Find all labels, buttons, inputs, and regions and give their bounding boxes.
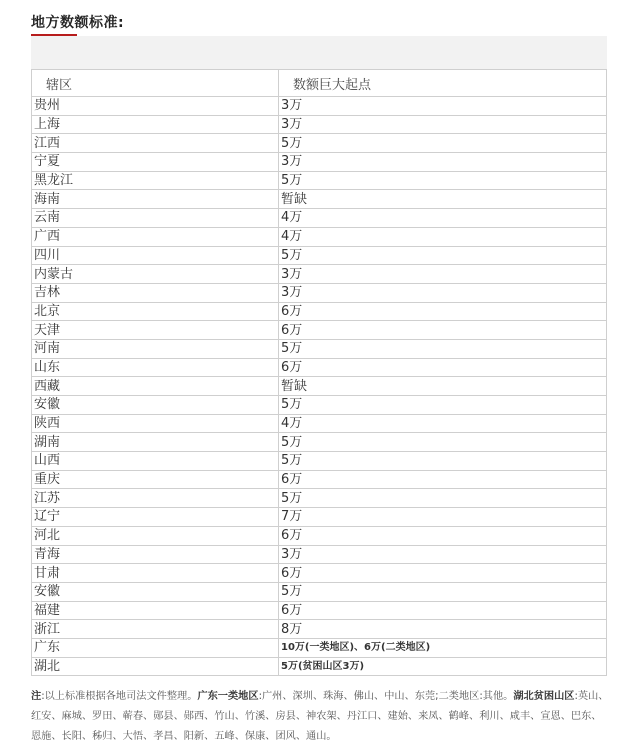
region-cell: 安徽 [32, 582, 279, 601]
region-cell: 内蒙古 [32, 265, 279, 284]
table-row [32, 339, 607, 358]
table-row [32, 452, 607, 471]
table-row [32, 620, 607, 639]
table-row [32, 358, 607, 377]
table-row [32, 97, 607, 116]
region-cell: 江西 [32, 134, 279, 153]
threshold-cell: 5万 [279, 582, 607, 601]
table-row [32, 209, 607, 228]
region-cell: 甘肃 [32, 564, 279, 583]
footnote [31, 687, 611, 747]
table-row [32, 227, 607, 246]
region-cell: 贵州 [32, 97, 279, 116]
header-band [31, 36, 607, 69]
region-cell: 吉林 [32, 283, 279, 302]
region-cell: 安徽 [32, 396, 279, 415]
threshold-cell: 5万 [279, 134, 607, 153]
table-row [32, 508, 607, 527]
table-row [32, 246, 607, 265]
threshold-cell: 8万 [279, 620, 607, 639]
table-row [32, 265, 607, 284]
region-cell: 山东 [32, 358, 279, 377]
threshold-cell: 5万 [279, 452, 607, 471]
threshold-cell: 6万 [279, 302, 607, 321]
threshold-cell: 暂缺 [279, 377, 607, 396]
threshold-cell: 4万 [279, 227, 607, 246]
region-cell: 青海 [32, 545, 279, 564]
threshold-cell: 3万 [279, 153, 607, 172]
region-cell: 江苏 [32, 489, 279, 508]
threshold-cell: 7万 [279, 508, 607, 527]
table-row [32, 396, 607, 415]
threshold-cell: 10万(一类地区)、6万(二类地区) [279, 638, 607, 657]
threshold-cell: 3万 [279, 283, 607, 302]
region-cell: 辽宁 [32, 508, 279, 527]
threshold-cell: 6万 [279, 470, 607, 489]
region-cell: 海南 [32, 190, 279, 209]
region-cell: 福建 [32, 601, 279, 620]
threshold-cell: 5万 [279, 396, 607, 415]
threshold-cell: 4万 [279, 414, 607, 433]
amount-standards-table [31, 69, 607, 676]
table-row [32, 115, 607, 134]
guangdong-text: :广州、深圳、珠海、佛山、中山、东莞;二类地区:其他。 [258, 691, 514, 702]
region-cell: 北京 [32, 302, 279, 321]
region-cell: 重庆 [32, 470, 279, 489]
region-cell: 上海 [32, 115, 279, 134]
table-row [32, 171, 607, 190]
table-row [32, 283, 607, 302]
table-row [32, 638, 607, 657]
table-row [32, 582, 607, 601]
threshold-cell: 6万 [279, 321, 607, 340]
threshold-cell: 6万 [279, 564, 607, 583]
region-cell: 黑龙江 [32, 171, 279, 190]
region-cell: 湖南 [32, 433, 279, 452]
hubei-label: 湖北贫困山区 [513, 691, 575, 702]
threshold-cell: 5万 [279, 339, 607, 358]
table-row [32, 601, 607, 620]
region-cell: 山西 [32, 452, 279, 471]
region-cell: 河北 [32, 526, 279, 545]
threshold-cell: 5万(贫困山区3万) [279, 657, 607, 676]
region-cell: 河南 [32, 339, 279, 358]
table-row [32, 377, 607, 396]
guangdong-label: 广东一类地区 [197, 691, 259, 702]
region-cell: 湖北 [32, 657, 279, 676]
region-cell: 浙江 [32, 620, 279, 639]
threshold-cell: 5万 [279, 433, 607, 452]
threshold-cell: 3万 [279, 265, 607, 284]
column-header-region: 辖区 [32, 70, 279, 97]
threshold-cell: 6万 [279, 601, 607, 620]
table-row [32, 526, 607, 545]
table-header-row [32, 70, 607, 97]
region-cell: 西藏 [32, 377, 279, 396]
threshold-cell: 4万 [279, 209, 607, 228]
region-cell: 宁夏 [32, 153, 279, 172]
threshold-cell: 3万 [279, 115, 607, 134]
table-row [32, 564, 607, 583]
region-cell: 陕西 [32, 414, 279, 433]
region-cell: 广西 [32, 227, 279, 246]
note-label: 注 [31, 691, 42, 702]
table-row [32, 657, 607, 676]
table-row [32, 545, 607, 564]
table-row [32, 321, 607, 340]
threshold-cell: 6万 [279, 526, 607, 545]
table-row [32, 433, 607, 452]
threshold-cell: 5万 [279, 171, 607, 190]
region-cell: 广东 [32, 638, 279, 657]
table-row [32, 190, 607, 209]
threshold-cell: 6万 [279, 358, 607, 377]
region-cell: 云南 [32, 209, 279, 228]
threshold-cell: 3万 [279, 545, 607, 564]
table-row [32, 302, 607, 321]
table-row [32, 414, 607, 433]
table-row [32, 470, 607, 489]
hubei-text: :英山、红安、麻城、罗田、蕲春、郧县、郧西、竹山、竹溪、房县、神农架、丹江口、建始、来凤、鹤峰、利川、咸丰、宣恩、巴东、恩施、长阳、秭归、大悟、孝昌、阳新、五峰、保康、团风、通山。 [31, 691, 609, 742]
threshold-cell: 5万 [279, 489, 607, 508]
threshold-cell: 3万 [279, 97, 607, 116]
threshold-cell: 暂缺 [279, 190, 607, 209]
table-row [32, 489, 607, 508]
region-cell: 四川 [32, 246, 279, 265]
section-heading: 地方数额标准: [31, 15, 125, 31]
table-row [32, 134, 607, 153]
table-row [32, 153, 607, 172]
note-text: :以上标准根据各地司法文件整理。 [41, 691, 198, 702]
threshold-cell: 5万 [279, 246, 607, 265]
region-cell: 天津 [32, 321, 279, 340]
column-header-threshold: 数额巨大起点 [279, 70, 607, 97]
